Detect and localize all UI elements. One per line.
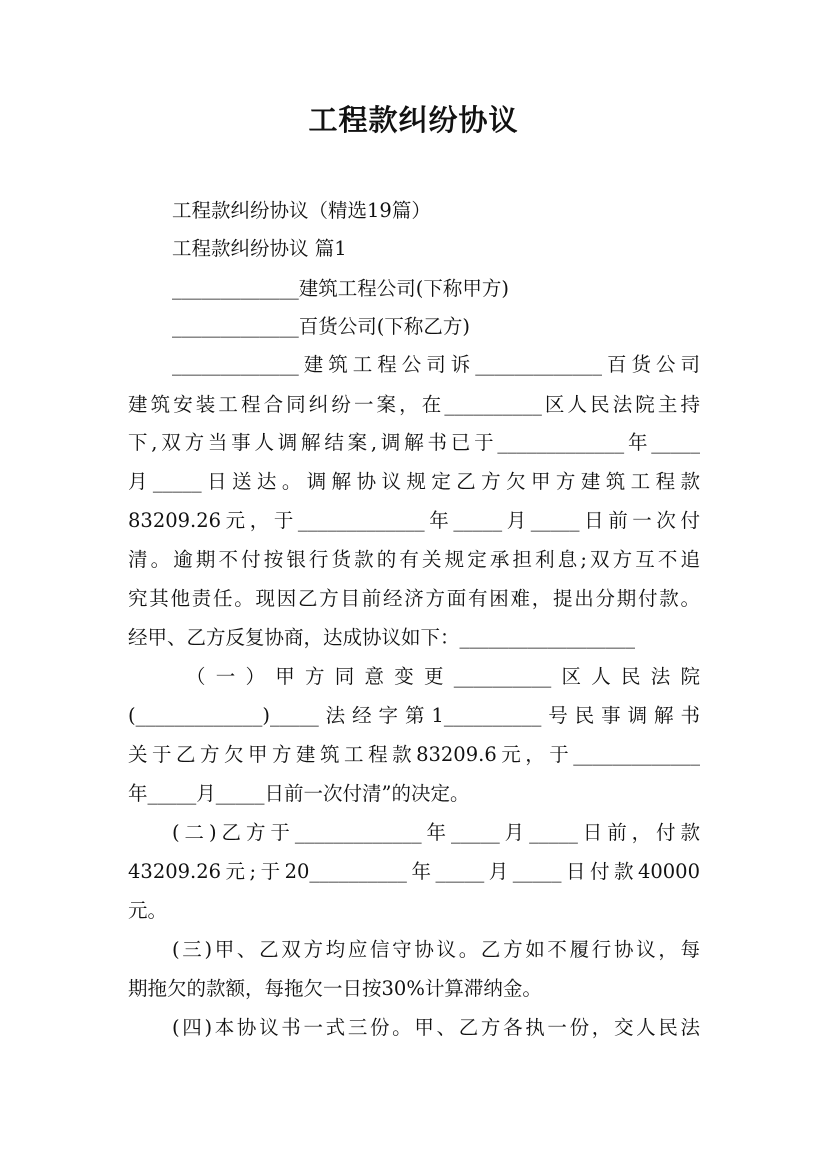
clause-one-line: 关于乙方欠甲方建筑工程款83209.6元，于_____________ xyxy=(128,743,700,766)
body-line: 究其他责任。现因乙方目前经济方面有困难，提出分期付款。 xyxy=(128,587,700,610)
party-b-line: _____________百货公司(下称乙方) xyxy=(172,315,470,338)
clause-one-line: （一）甲方同意变更__________区人民法院 xyxy=(186,665,700,688)
clause-two-line: 43209.26元;于20__________年_____月_____日付款40000 xyxy=(128,860,700,883)
body-line: 经甲、乙方反复协商，达成协议如下：__________________ xyxy=(128,626,636,649)
body-line: 下,双方当事人调解结案,调解书已于_____________年_____ xyxy=(128,431,700,454)
clause-three-line: (三)甲、乙双方均应信守协议。乙方如不履行协议，每 xyxy=(172,938,700,961)
body-line: 清。逾期不付按银行货款的有关规定承担利息;双方互不追 xyxy=(128,548,700,571)
clause-two-line: (二)乙方于_____________年_____月_____日前，付款 xyxy=(172,821,700,844)
clause-one-line: 年_____月_____日前一次付清”的决定。 xyxy=(128,782,470,805)
body-line: 月_____日送达。调解协议规定乙方欠甲方建筑工程款 xyxy=(128,470,700,493)
body-line: 83209.26元，于_____________年_____月_____日前一次付 xyxy=(128,509,700,532)
section-heading: 工程款纠纷协议 篇1 xyxy=(172,237,347,260)
clause-one-line: (_____________)_____法经字第1__________号民事调解书 xyxy=(128,704,700,727)
clause-three-line: 期拖欠的款额，每拖欠一日按30%计算滞纳金。 xyxy=(128,977,542,1000)
document-title: 工程款纠纷协议 xyxy=(308,103,519,137)
subtitle-line: 工程款纠纷协议（精选19篇） xyxy=(172,199,431,222)
body-line: 建筑安装工程合同纠纷一案，在__________区人民法院主持 xyxy=(128,393,700,416)
party-a-line: _____________建筑工程公司(下称甲方) xyxy=(172,277,509,300)
body-line: _____________建筑工程公司诉_____________百货公司 xyxy=(172,353,700,376)
clause-two-line: 元。 xyxy=(128,899,168,922)
clause-four-line: (四)本协议书一式三份。甲、乙方各执一份，交人民法 xyxy=(172,1016,700,1039)
